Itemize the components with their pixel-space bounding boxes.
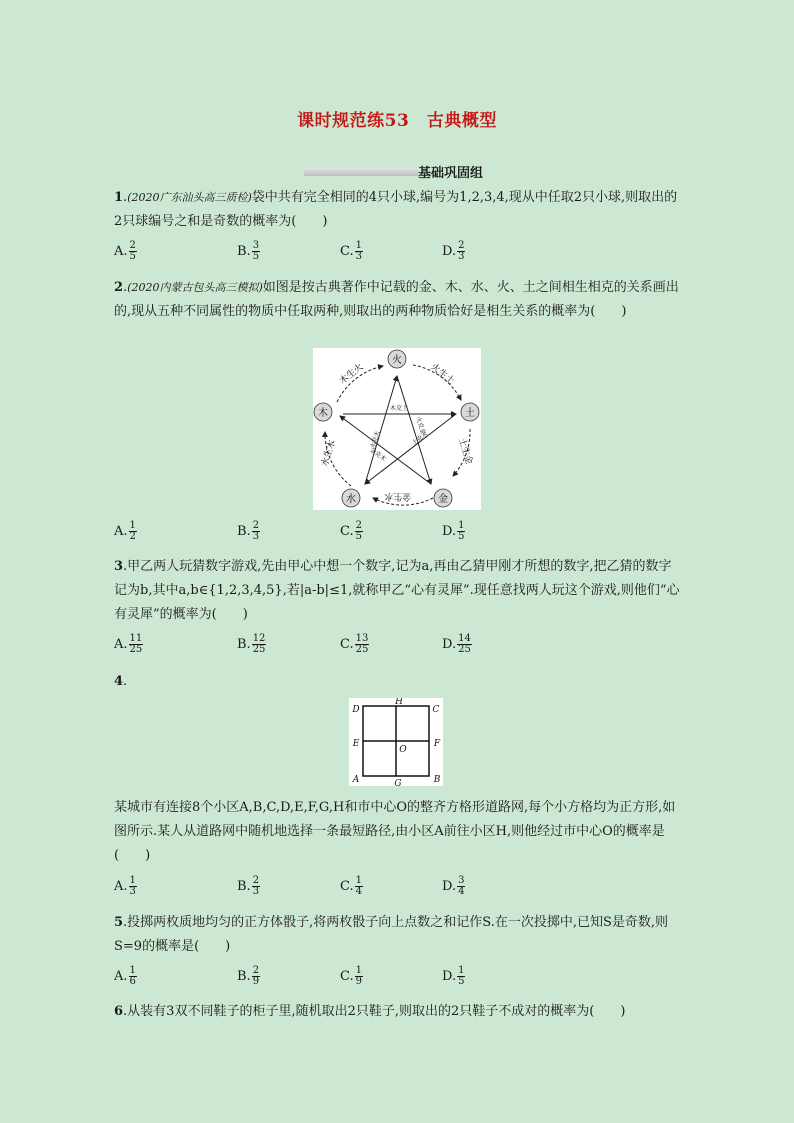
- question-number: 6: [114, 1004, 124, 1019]
- node-water: 水: [346, 494, 356, 505]
- option-c[interactable]: C. $\frac{1}{4}$: [340, 875, 362, 897]
- arc-label-earth-metal: 土生金: [455, 436, 474, 466]
- generation-arcs: [325, 365, 470, 505]
- node-earth: 土: [465, 408, 475, 419]
- five-elements-figure: [313, 348, 481, 510]
- question-4-number: 4.: [114, 674, 128, 689]
- option-d[interactable]: D. $\frac{1}{5}$: [442, 520, 465, 542]
- option-a[interactable]: A. $\frac{2}{5}$: [114, 240, 136, 262]
- option-d[interactable]: D. $\frac{1}{5}$: [442, 965, 465, 987]
- label-f: F: [433, 739, 441, 749]
- star-label-earth-water: 土克水: [410, 430, 430, 448]
- question-source: (2020广东汕头高三质检): [127, 191, 252, 204]
- label-o: O: [399, 745, 407, 755]
- option-c[interactable]: C. $\frac{2}{5}$: [340, 520, 362, 542]
- question-number: 3: [114, 559, 124, 574]
- road-grid: [363, 706, 429, 776]
- question-6: [114, 1000, 680, 1024]
- option-d[interactable]: D. $\frac{14}{25}$: [442, 633, 471, 655]
- section-bar: [304, 168, 418, 176]
- option-d[interactable]: D. $\frac{3}{4}$: [442, 875, 465, 897]
- option-c[interactable]: C. $\frac{1}{9}$: [340, 965, 362, 987]
- question-number: 2: [114, 280, 124, 295]
- label-a: A: [352, 775, 360, 785]
- question-source: (2020内蒙古包头高三模拟): [127, 281, 263, 294]
- question-number: 4: [114, 674, 124, 689]
- question-1: 1.(2020广东汕头高三质检)袋中共有完全相同的4只小球,编号为1,2,3,4,现从中任取2只小球,则取出的2只球编号之和是奇数的概率为( ): [114, 190, 678, 229]
- arc-label-wood-fire: 木生火: [338, 362, 366, 387]
- option-c[interactable]: C. $\frac{13}{25}$: [340, 633, 369, 655]
- option-a[interactable]: A. $\frac{1}{2}$: [114, 520, 136, 542]
- question-5: [114, 911, 680, 959]
- label-d: D: [352, 705, 360, 715]
- option-b[interactable]: B. $\frac{3}{5}$: [237, 240, 260, 262]
- label-b: B: [433, 775, 441, 785]
- star-label-metal-wood: 金克木: [368, 446, 388, 464]
- label-e: E: [352, 739, 360, 749]
- question-text: 某城市有连接8个小区A,B,C,D,E,F,G,H和市中心O的整齐方格形道路网,每个小方格均为正方形,如图所示.某人从道路网中随机地选择一条最短路径,由小区A前往小区H,则他经过市中心O的概率是( ): [114, 800, 676, 863]
- arc-label-metal-water: 金生水: [384, 491, 412, 501]
- star-label-fire-metal: 火克金: [414, 415, 427, 436]
- arc-label-water-wood: 水生木: [320, 438, 339, 468]
- label-g: G: [394, 779, 402, 786]
- question-2: 2.(2020内蒙古包头高三模拟)如图是按古典著作中记载的金、木、水、火、土之间相生相克的关系画出的,现从五种不同属性的物质中任取两种,则取出的两种物质恰好是相生关系的概率为( ): [114, 280, 679, 319]
- restraint-star: [340, 376, 456, 484]
- question-text: 如图是按古典著作中记载的金、木、水、火、土之间相生相克的关系画出的,现从五种不同属性的物质中任取两种,则取出的两种物质恰好是相生关系的概率为( ): [114, 280, 679, 319]
- option-b[interactable]: B. $\frac{12}{25}$: [237, 633, 266, 655]
- option-a[interactable]: A. $\frac{11}{25}$: [114, 633, 143, 655]
- star-label-wood-earth: 木克土: [389, 405, 409, 412]
- element-nodes: [314, 350, 479, 507]
- question-number: 5: [114, 915, 124, 930]
- option-b[interactable]: B. $\frac{2}{3}$: [237, 875, 260, 897]
- label-c: C: [432, 705, 440, 715]
- question-text: .甲乙两人玩猜数字游戏,先由甲心中想一个数字,记为a,再由乙猜甲刚才所想的数字,把乙猜的数字记为b,其中a,b∈{1,2,3,4,5},若|a-b|≤1,就称甲乙“心有灵犀”.现任意找两人玩这个游戏,则他们“心有灵犀”的概率为( ): [114, 559, 680, 622]
- option-b[interactable]: B. $\frac{2}{3}$: [237, 520, 260, 542]
- question-3: [114, 555, 680, 627]
- node-wood: 木: [318, 408, 328, 419]
- arc-label-fire-earth: 火生土: [428, 362, 456, 387]
- page-title: 课时规范练53 古典概型: [297, 111, 497, 131]
- node-fire: 火: [392, 355, 402, 366]
- label-h: H: [395, 698, 403, 707]
- option-d[interactable]: D. $\frac{2}{3}$: [442, 240, 465, 262]
- node-metal: 金: [438, 494, 448, 505]
- option-a[interactable]: A. $\frac{1}{6}$: [114, 965, 136, 987]
- section-label: 基础巩固组: [418, 166, 484, 181]
- option-b[interactable]: B. $\frac{2}{9}$: [237, 965, 260, 987]
- question-4: [114, 796, 680, 868]
- grid-road-figure: [349, 698, 443, 786]
- star-label-water-fire: 水克火: [369, 429, 382, 450]
- question-text: 袋中共有完全相同的4只小球,编号为1,2,3,4,现从中任取2只小球,则取出的2只球编号之和是奇数的概率为( ): [114, 190, 678, 229]
- question-text: .投掷两枚质地均匀的正方体骰子,将两枚骰子向上点数之和记作S.在一次投掷中,已知S是奇数,则S=9的概率是( ): [114, 915, 669, 954]
- question-number: 1: [114, 190, 124, 205]
- question-text: .从装有3双不同鞋子的柜子里,随机取出2只鞋子,则取出的2只鞋子不成对的概率为( ): [123, 1004, 626, 1019]
- option-a[interactable]: A. $\frac{1}{3}$: [114, 875, 136, 897]
- option-c[interactable]: C. $\frac{1}{3}$: [340, 240, 362, 262]
